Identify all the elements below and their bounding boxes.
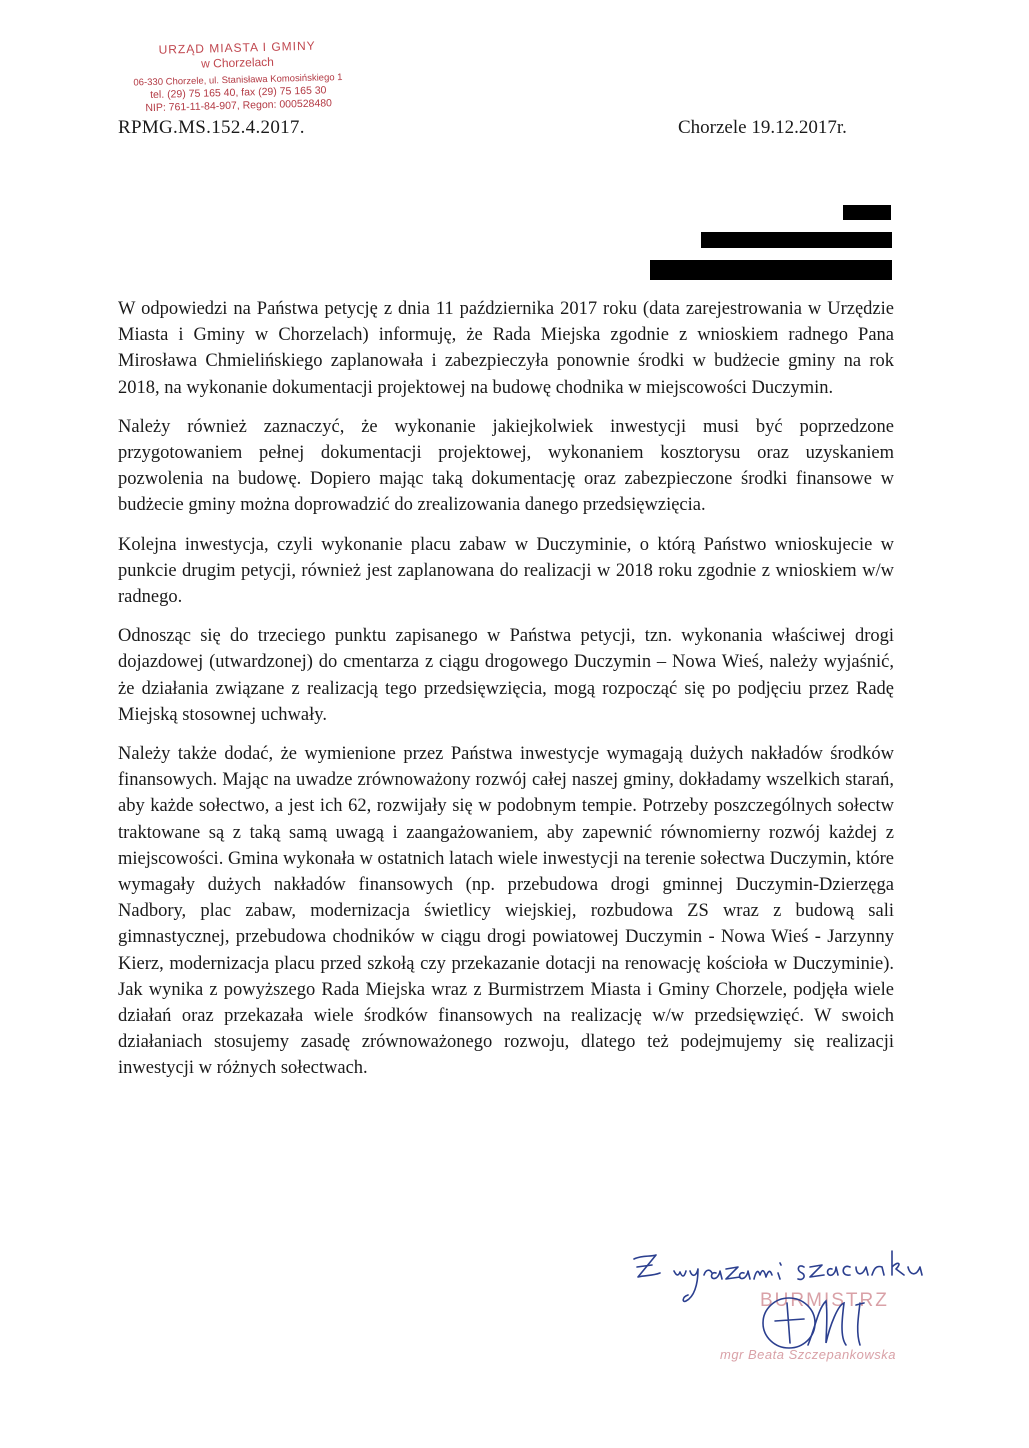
reference-number: RPMG.MS.152.4.2017. [118, 117, 305, 138]
stamp-nip: NIP: 761-11-84-907, Regon: 000528480 [145, 97, 333, 115]
handwritten-signature-image [612, 1245, 962, 1375]
letter-date: Chorzele 19.12.2017r. [678, 117, 847, 138]
paragraph: Należy także dodać, że wymienione przez Państwa inwestycje wymagają dużych nakładów środków finansowych. Mając na uwadze zrównoważony rozwój całej naszej gminy, dokładamy wszelkich starań, aby każde sołectwo, a jest ich 62, rozwijały się w podobnym tempie. Potrzeby poszczególnych sołectw traktowane są z taką samą uwagą i zaangażowaniem, aby zapewnić równomierny rozwój każdej z miejscowości. Gmina wykonała w ostatnich latach wiele inwestycji na terenie sołectwa Duczymin, które wymagały dużych nakładów finansowych (np. przebudowa drogi gminnej Duczymin-Dzierzęga Nadbory, plac zabaw, modernizacja świetlicy wiejskiej, rozbudowa ZS wraz z budową sali gimnastycznej, przebudowa chodników w ciągu drogi powiatowej Duczymin - Nowa Wieś - Jarzynny Kierz, modernizacja placu przed szkołą czy przekazanie dotacji na renowację kościoła w Duczyminie). Jak wynika z powyższego Rada Miejska wraz z Burmistrzem Miasta i Gminy Chorzele, podjęła wiele działań oraz przekazała wiele środków finansowych na realizację w/w przedsięwzięć. W swoich działaniach stosujemy zasadę zrównoważonego rozwoju, dlatego też podejmujemy się realizacji inwestycji w różnych sołectwach. [118, 744, 894, 1079]
paragraph: W odpowiedzi na Państwa petycję z dnia 11 października 2017 roku (data zarejestrowania w Urzędzie Miasta i Gminy w Chorzelach) informuję, że Rada Miejska zgodnie z wnioskiem radnego Pana Mirosława Chmielińskiego zaplanowała i zabezpieczyła ponownie środki w budżecie gminy na rok 2018, na wykonanie dokumentacji projektowej na budowę chodnika w miejscowości Duczymin. [118, 299, 894, 398]
letter-body [118, 296, 894, 1095]
redacted-recipient-line-1 [843, 205, 891, 220]
paragraph: Odnosząc się do trzeciego punktu zapisanego w Państwa petycji, tzn. wykonania właściwej drogi dojazdowej (utwardzonej) do cmentarza z ciągu drogowego Duczymin – Nowa Wieś, należy wyjaśnić, że działania związane z realizacją tego przedsięwzięcia, mogą rozpocząć się po podjęciu przez Radę Miejską stosownej uchwały. [118, 626, 894, 725]
signature-block [612, 1245, 962, 1375]
stamp-phone: tel. (29) 75 165 40, fax (29) 75 165 30 [150, 84, 327, 101]
stamp-address: 06-330 Chorzele, ul. Stanisława Komosińskiego 1 [133, 71, 343, 89]
redacted-recipient-line-2 [701, 232, 892, 248]
paragraph: Należy również zaznaczyć, że wykonanie jakiejkolwiek inwestycji musi być poprzedzone przygotowaniem pełnej dokumentacji projektowej, wykonaniem kosztorysu oraz uzyskaniem pozwolenia na budowę. Dopiero mając taką dokumentację oraz zabezpieczone środki finansowe w budżecie gminy można doprowadzić do zrealizowania danego przedsięwzięcia. [118, 416, 894, 516]
redacted-recipient-line-3 [650, 260, 892, 280]
stamp-office-name: URZĄD MIASTA I GMINY [158, 38, 316, 57]
office-stamp [112, 37, 364, 116]
mayor-stamp-name: mgr Beata Szczepankowska [720, 1347, 897, 1362]
stamp-town: w Chorzelach [201, 54, 275, 71]
paragraph: Kolejna inwestycja, czyli wykonanie placu zabaw w Duczyminie, o którą Państwo wnioskujecie w punkcie drugim petycji, również jest zaplanowana do realizacji w 2018 roku zgodnie z wnioskiem w/w radnego. [118, 534, 894, 608]
mayor-stamp-title: BURMISTRZ [760, 1290, 889, 1311]
